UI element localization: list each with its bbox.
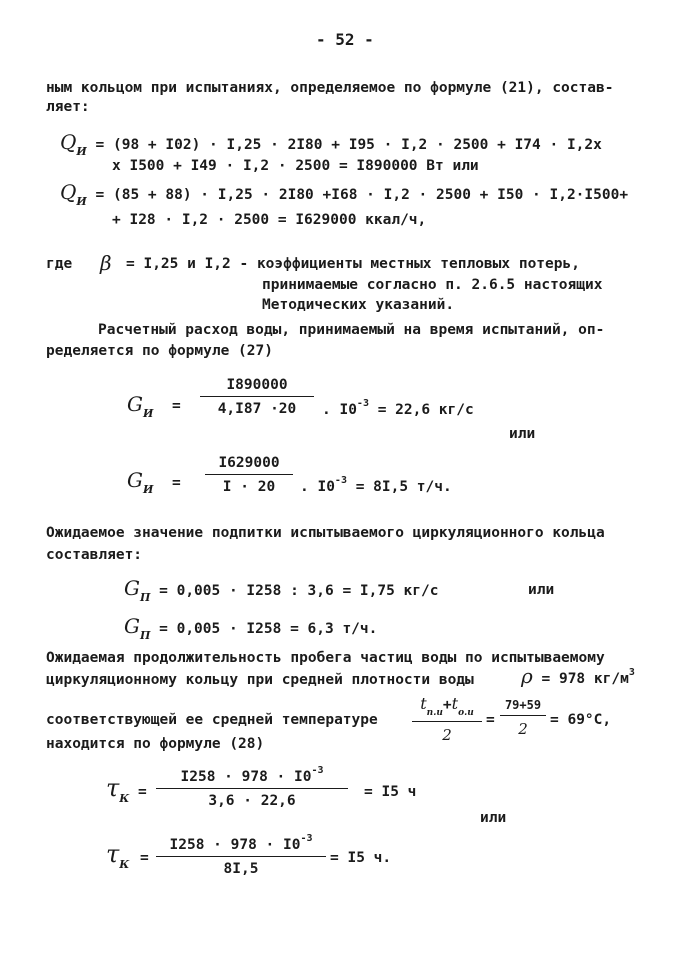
formula-gi-2-eq: = xyxy=(172,475,181,491)
formula-tau-1-fraction: $I258 \cdot 978 \cdot I0^{-3}$ 3,6 · 22,6 xyxy=(156,765,348,809)
formula-tau-2-fraction: $I258 \cdot 978 \cdot I0^{-3}$ 8I,5 xyxy=(156,833,326,877)
flow-text-1: Расчетный расход воды, принимаемый на время испытаний, оп- xyxy=(98,322,605,338)
page-number: - 52 - xyxy=(316,30,374,49)
temp-fraction: $t_{п.и}+t_{о.и}$ 2 xyxy=(412,694,482,744)
formula-qi-1-line2: x I500 + I49 · I,2 · 2500 = I890000 Вт или xyxy=(112,158,479,174)
intro-line-2: ляет: xyxy=(46,99,90,115)
found-text: находится по формуле (28) xyxy=(46,736,265,752)
duration-text-1: Ожидаемая продолжительность пробега частиц воды по испытываемому xyxy=(46,650,605,666)
formula-tau-1-lhs: $\tau_К$ xyxy=(106,774,130,805)
where-label: где xyxy=(46,256,73,272)
flow-text-2: ределяется по формуле (27) xyxy=(46,343,273,359)
q-symbol: Q xyxy=(60,130,77,154)
q-symbol: Q xyxy=(60,180,77,204)
formula-gi-1-fraction xyxy=(200,377,314,417)
formula-qi-2-line1: = (85 + 88) · I,25 · 2I80 +I68 · I,2 · 2500 + I50 · I,2·I500+ xyxy=(95,187,629,203)
rho-value: ρ = 978 $кг/м^3$ xyxy=(521,664,635,688)
gi-2-result: = 8I,5 т/ч. xyxy=(355,479,452,495)
gi-1-numerator: I890000 xyxy=(226,377,288,393)
makeup-text-1: Ожидаемое значение подпитки испытываемого циркуляционного кольца xyxy=(46,525,605,541)
formula-tau-2-lhs: $\tau_К$ xyxy=(106,840,130,871)
or-label-3: или xyxy=(480,810,507,826)
gi-2-denominator: I · 20 xyxy=(222,479,276,495)
formula-qi-2 xyxy=(60,180,628,208)
formula-gi-2-fraction xyxy=(205,455,293,495)
where-line-3: Методических указаний. xyxy=(262,297,455,313)
q-subscript: И xyxy=(76,195,87,208)
formula-tau-2-result: = I5 ч. xyxy=(330,850,392,866)
where-line-1: = I,25 и I,2 - коэффициенты местных тепловых потерь, xyxy=(126,256,580,272)
formula-gp-2: $G_П = 0,005 \cdot I258 = 6,3$ т/ч. xyxy=(124,614,378,642)
formula-gi-1-tail: . $I0^{-3} = 22,6$ кг/с xyxy=(322,398,474,418)
formula-gi-2-lhs: $G_И$ xyxy=(127,468,154,496)
temp-eq: = xyxy=(486,712,495,728)
formula-gi-1-lhs: $G_И$ xyxy=(127,392,154,420)
temp-text: соответствующей ее средней температуре xyxy=(46,712,378,728)
formula-tau-2-eq: = xyxy=(140,850,149,866)
gi-1-denominator: 4,I87 ·20 xyxy=(217,401,297,417)
temp-avg-fraction: 79+59 2 xyxy=(500,698,546,738)
formula-gp-1: $G_П = 0,005 \cdot I258$ : 3,6 = I,75 кг/с xyxy=(124,576,439,604)
or-label-1: или xyxy=(509,426,536,442)
gi-1-result: = 22,6 кг/с xyxy=(377,402,474,418)
beta-symbol: β xyxy=(100,251,112,275)
formula-qi-1 xyxy=(60,130,602,158)
formula-tau-1-eq: = xyxy=(138,784,147,800)
or-label-2: или xyxy=(528,582,555,598)
duration-text-2: циркуляционному кольцу при средней плотности воды xyxy=(46,672,474,688)
intro-line-1: ным кольцом при испытаниях, определяемое по формуле (21), состав- xyxy=(46,80,614,96)
formula-gi-2-tail: . $I0^{-3} = 8I,5$ т/ч. xyxy=(300,475,452,495)
gi-2-numerator: I629000 xyxy=(218,455,280,471)
formula-qi-2-line2: + I28 · I,2 · 2500 = I629000 ккал/ч, xyxy=(112,212,427,228)
makeup-text-2: составляет: xyxy=(46,547,143,563)
formula-gi-1-eq: = xyxy=(172,398,181,414)
q-subscript: И xyxy=(76,145,87,158)
formula-qi-1-line1: = (98 + I02) · I,25 · 2I80 + I95 · I,2 · 2500 + I74 · I,2x xyxy=(95,137,602,153)
formula-tau-1-result: = I5 ч xyxy=(364,784,417,800)
where-line-2: принимаемые согласно п. 2.6.5 настоящих xyxy=(262,277,603,293)
temp-result: = 69°С, xyxy=(550,712,612,728)
